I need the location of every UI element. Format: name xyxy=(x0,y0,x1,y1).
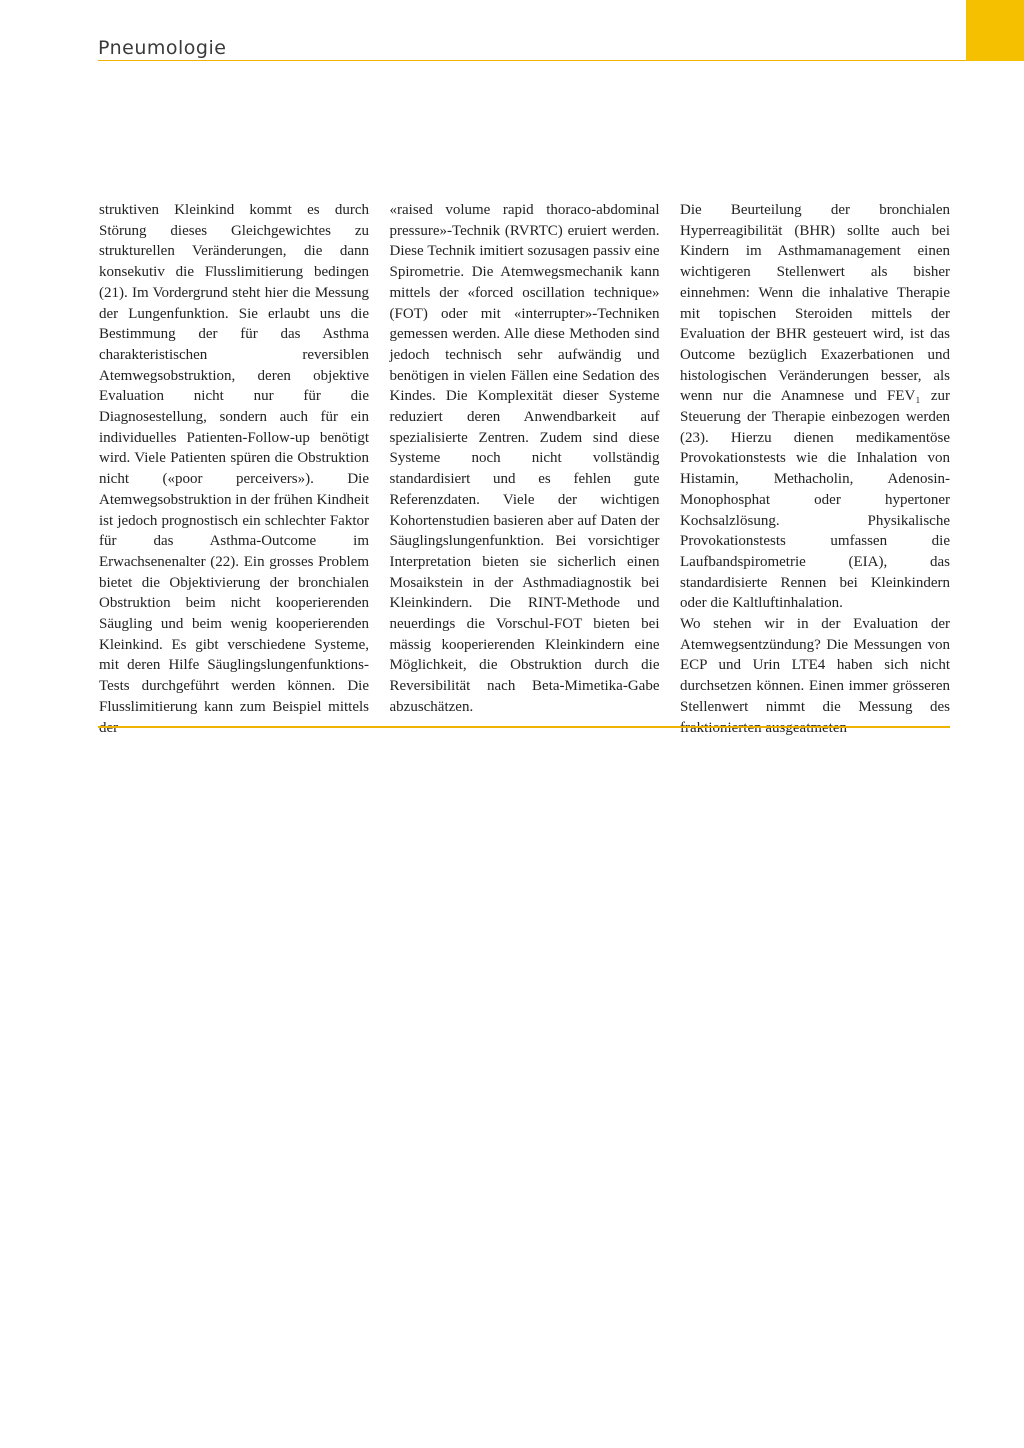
footer-divider xyxy=(98,726,950,728)
paragraph: Die Beurteilung der bronchialen Hyperreagibilität (BHR) sollte auch bei Kindern im Asthmamanagement einen wichtigeren Stellenwert als bisher einnehmen: Wenn die inhalative Therapie mit topischen Steroiden mittels der Evaluation der BHR gesteuert wird, ist das Outcome bezüglich Exazerbationen und histologischen Veränderungen besser, als wenn nur die Anamnese und FEV₁ zur Steuerung der Therapie einbezogen werden (23). Hierzu dienen medikamentöse Provokationstests wie die Inhalation von Histamin, Methacholin, Adenosin-Monophosphat oder hypertoner Kochsalzlösung. Physikalische Provokationstests umfassen die Laufbandspirometrie (EIA), das standardisierte Rennen bei Kleinkindern oder die Kaltluftinhalation. xyxy=(680,202,950,612)
paragraph: «raised volume rapid thoraco-abdominal pressure»-Technik (RVRTC) eruiert werden. Diese Technik imitiert sozusagen passiv eine Spirometrie. Die Atemwegsmechanik kann mittels der «forced oscillation technique» (FOT) oder mit «interrupter»-Techniken gemessen werden. Alle diese Methoden sind jedoch technisch sehr aufwändig und benötigen in vielen Fällen eine Sedation des Kindes. Die Komplexität dieser Systeme reduziert deren Anwendbarkeit auf spezialisierte Zentren. Zudem sind diese Systeme noch nicht vollständig standardisiert und es fehlen gute Referenzdaten. Viele der wichtigen Kohortenstudien basieren aber auf Daten der Säuglingslungenfunktion. Bei vorsichtiger Interpretation bieten sie sicherlich einen Mosaikstein in der Asthmadiagnostik bei Kleinkindern. Die RINT-Methode und neuerdings die Vorschul-FOT bieten bei mässig kooperierenden Kleinkindern eine Möglichkeit, die Obstruktion durch die Reversibilität nach Beta-Mimetika-Gabe abzuschätzen. xyxy=(389,202,660,715)
header-divider xyxy=(98,60,966,61)
article-body xyxy=(99,200,950,738)
text-column-3 xyxy=(680,200,950,738)
paragraph: Wo stehen wir in der Evaluation der Atemwegsentzündung? Die Messungen von ECP und Urin LTE4 haben sich nicht durchsetzen können. Einen immer grösseren Stellenwert nimmt die Messung des xyxy=(680,616,950,715)
text-column-2 xyxy=(390,200,660,738)
corner-accent-tab xyxy=(966,0,1024,61)
section-title: Pneumologie xyxy=(98,37,227,59)
text-column-1 xyxy=(99,200,369,738)
paragraph: struktiven Kleinkind kommt es durch Störung dieses Gleichgewichtes zu strukturellen Veränderungen, die dann konsekutiv die Flusslimitierung bedingen (21). Im Vordergrund steht hier die Messung der Lungenfunktion. Sie erlaubt uns die Bestimmung der für das Asthma charakteristischen reversiblen Atemwegsobstruktion, deren objektive Evaluation nicht nur für die Diagnosestellung, sondern auch für ein individuelles Patienten-Follow-up benötigt wird. Viele Patienten spüren die Obstruktion nicht («poor perceivers»). Die Atemwegsobstruktion in der frühen Kindheit ist jedoch prognostisch ein schlechter Faktor für das Asthma-Outcome im Erwachsenenalter (22). Ein grosses Problem bietet die Objektivierung der bronchialen Obstruktion beim nicht kooperierenden Säugling und beim wenig kooperierenden Kleinkind. Es gibt verschiedene Systeme, mit deren Hilfe Säuglingslungenfunktions-Tests durchgeführt werden können. Die Flusslimitierung kann zum Beispiel mittels xyxy=(99,202,369,715)
